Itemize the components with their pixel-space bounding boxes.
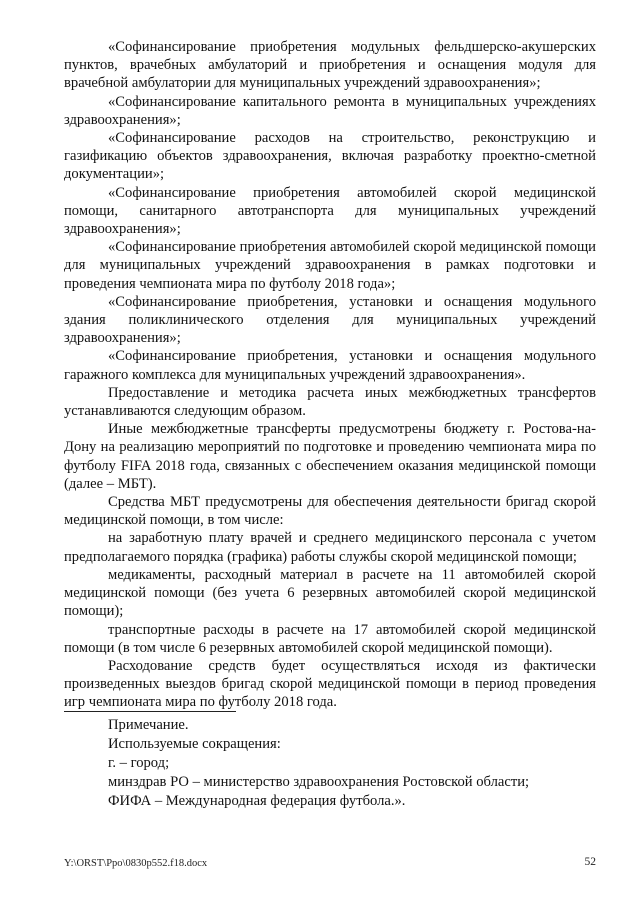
page-number: 52: [584, 856, 596, 868]
document-body: [64, 38, 596, 712]
paragraph: «Софинансирование приобретения модульных фельдшерско-акушерских пунктов, врачебных амбулаторий и приобретения и оснащения модуля для врачебной амбулатории для муниципальных учреждений здравоохранения»;: [64, 39, 596, 92]
paragraph: на заработную плату врачей и среднего медицинского персонала с учетом предполагаемого порядка (графика) работы службы скорой медицинской помощи;: [64, 530, 596, 565]
paragraph: транспортные расходы в расчете на 17 автомобилей скорой медицинской помощи (в том числе 6 резервных автомобилей скорой медицинской помощи).: [64, 621, 596, 656]
paragraph: «Софинансирование приобретения автомобилей скорой медицинской помощи для муниципальных учреждений здравоохранения в рамках подготовки и проведения чемпионата мира по футболу 2018 года»;: [64, 239, 596, 292]
abbreviation-item: г. – город;: [108, 755, 170, 771]
note-divider: [64, 711, 236, 712]
paragraph: Расходование средств будет осуществляться исходя из фактически произведенных выездов бригад скорой медицинской помощи в период проведения игр чемпионата мира по футболу 2018 года.: [64, 657, 596, 711]
abbreviation-item: минздрав РО – министерство здравоохранения Ростовской области;: [108, 774, 530, 790]
notes-title: Примечание.: [108, 717, 189, 733]
abbreviation-item: ФИФА – Международная федерация футбола.».: [108, 793, 406, 809]
paragraph: «Софинансирование приобретения, установки и оснащения модульного здания поликлинического отделения для муниципальных учреждений здравоохранения»;: [64, 293, 596, 347]
paragraph: «Софинансирование приобретения, установки и оснащения модульного гаражного комплекса для муниципальных учреждений здравоохранения».: [64, 348, 596, 383]
paragraph: «Софинансирование капитального ремонта в муниципальных учреждениях здравоохранения»;: [64, 93, 596, 128]
notes-section: [108, 716, 598, 811]
footer-file-path: Y:\ORST\Ppo\0830p552.f18.docx: [64, 858, 208, 869]
abbreviations-heading: Используемые сокращения:: [108, 736, 281, 752]
paragraph: Предоставление и методика расчета иных межбюджетных трансфертов устанавливаются следующим образом.: [64, 384, 596, 420]
paragraph: Средства МБТ предусмотрены для обеспечения деятельности бригад скорой медицинской помощи, в том числе:: [64, 494, 596, 529]
paragraph: медикаменты, расходный материал в расчете на 11 автомобилей скорой медицинской помощи (без учета 6 резервных автомобилей скорой медицинской помощи);: [64, 566, 596, 620]
paragraph: «Софинансирование приобретения автомобилей скорой медицинской помощи, санитарного автотранспорта для муниципальных учреждений здравоохранения»;: [64, 184, 596, 238]
paragraph: Иные межбюджетные трансферты предусмотрены бюджету г. Ростова-на-Дону на реализацию мероприятий по подготовке и проведению чемпионата мира по футболу FIFA 2018 года, связанных с обеспечением оказания медицинской помощи (далее – МБТ).: [64, 421, 596, 492]
paragraph: «Софинансирование расходов на строительство, реконструкцию и газификацию объектов здравоохранения, включая разработку проектно-сметной документации»;: [64, 130, 596, 183]
